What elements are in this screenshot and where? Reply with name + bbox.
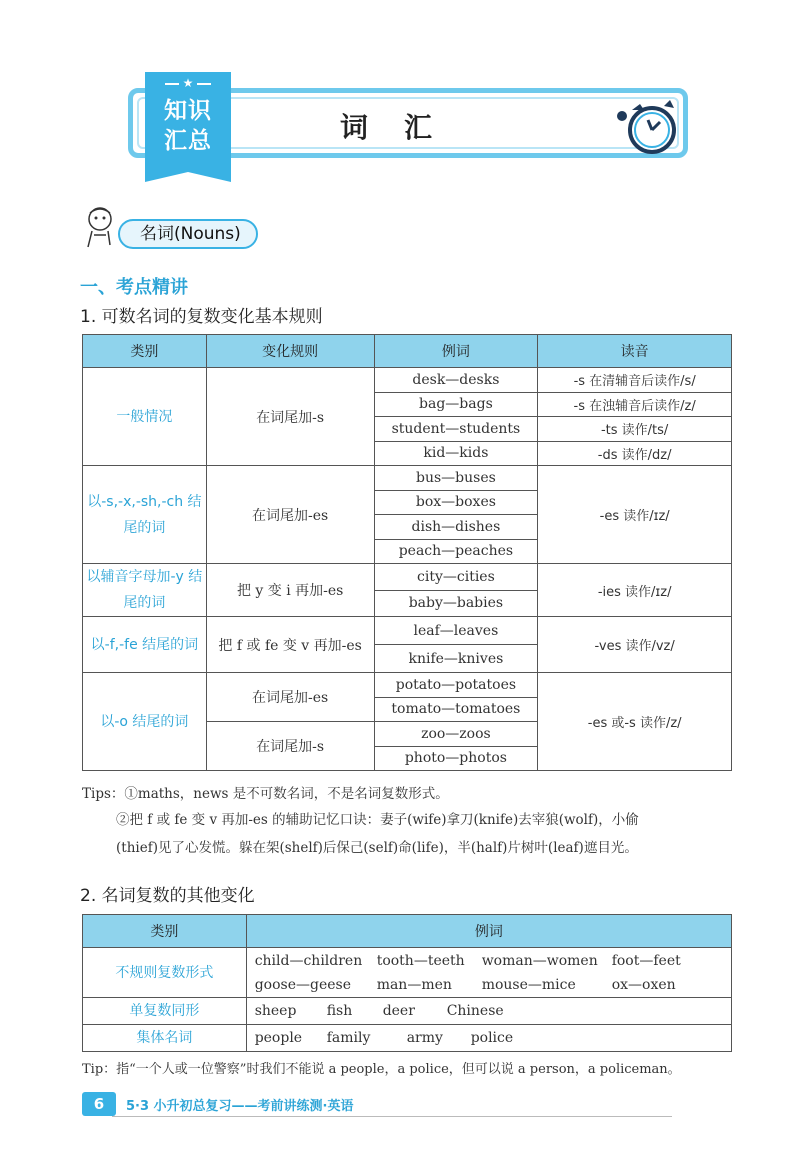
page-title: 词汇 [340,111,469,144]
tip-note: Tip：指“一个人或一位警察”时我们不能说 a people，a police，但可以说 a person，a policeman。 [82,1062,681,1077]
word: foot—feet [611,952,681,969]
sound-cell: -es 读作/ɪz/ [538,466,732,564]
category-cell: 单复数同形 [83,998,247,1025]
example-cell: tomato—tomatoes [374,697,538,722]
knowledge-badge [145,72,231,172]
word: mouse—mice [481,976,576,993]
sound-cell: -ves 读作/vz/ [538,617,732,673]
category-cell: 不规则复数形式 [83,948,247,998]
sound-cell: -es 或-s 读作/z/ [538,673,732,771]
word: man—men [376,976,452,993]
words-cell [246,948,731,998]
example-cell: student—students [374,417,538,442]
footer-title: 5·3 小升初总复习——考前讲练测·英语 [126,1099,354,1114]
sound-cell: -ies 读作/ɪz/ [538,564,732,617]
header-rule: 变化规则 [206,335,374,368]
word: people [254,1030,303,1046]
header-category: 类别 [83,335,207,368]
sound-cell: -ds 读作/dz/ [538,441,732,466]
example-cell: kid—kids [374,441,538,466]
word: Chinese [446,1003,504,1019]
word: woman—women [481,952,598,969]
example-cell: leaf—leaves [374,617,538,645]
page-number: 6 [82,1092,116,1116]
example-cell: baby—babies [374,590,538,617]
category-cell: 以-o 结尾的词 [83,673,207,771]
alarm-clock-icon [610,96,680,156]
word: army [406,1030,443,1046]
words-cell [246,998,731,1025]
header-category: 类别 [83,915,247,948]
category-cell: 以-s,-x,-sh,-ch 结尾的词 [83,466,207,564]
word: fish [326,1003,353,1019]
category-cell: 集体名词 [83,1025,247,1052]
rule-cell: 在词尾加-s [206,368,374,466]
badge-line-1: 知识 [164,98,212,124]
example-cell: peach—peaches [374,539,538,564]
badge-star-icon: ★ [145,76,231,90]
mascot-icon [80,205,120,251]
words-cell [246,1025,731,1052]
subheading-1: 1. 可数名词的复数变化基本规则 [80,307,323,327]
word: police [470,1030,514,1046]
rule-cell: 把 y 变 i 再加-es [206,564,374,617]
rule-cell: 在词尾加-es [206,466,374,564]
word: family [326,1030,371,1046]
tips-line-2: ②把 f 或 fe 变 v 再加-es 的辅助记忆口诀：妻子(wife)拿刀(knife)去宰狼(wolf)，小偷 [116,812,639,828]
subheading-2: 2. 名词复数的其他变化 [80,886,255,906]
rule-cell: 把 f 或 fe 变 v 再加-es [206,617,374,673]
category-cell: 一般情况 [83,368,207,466]
example-cell: city—cities [374,564,538,591]
word: sheep [254,1003,297,1019]
example-cell: bus—buses [374,466,538,491]
example-cell: zoo—zoos [374,722,538,747]
plural-rules-table [82,334,732,771]
example-cell: desk—desks [374,368,538,393]
category-cell: 以-f,-fe 结尾的词 [83,617,207,673]
section-pill: 名词(Nouns) [118,219,258,249]
sound-cell: -ts 读作/ts/ [538,417,732,442]
word: goose—geese [254,976,351,993]
header-pronunciation: 读音 [538,335,732,368]
rule-cell: 在词尾加-s [206,722,374,771]
example-cell: potato—potatoes [374,673,538,698]
footer-divider [112,1116,672,1117]
section-heading: 一、考点精讲 [80,277,188,298]
tips-line-3: (thief)见了心发慌。躲在架(shelf)后保己(self)命(life)，半(half)片树叶(leaf)遮目光。 [116,840,638,856]
example-cell: bag—bags [374,392,538,417]
header-example: 例词 [374,335,538,368]
word: ox—oxen [611,976,676,993]
header-example: 例词 [246,915,731,948]
example-cell: photo—photos [374,746,538,771]
sound-cell: -s 在浊辅音后读作/z/ [538,392,732,417]
example-cell: knife—knives [374,645,538,673]
word: deer [382,1003,415,1019]
rule-cell: 在词尾加-es [206,673,374,722]
category-cell: 以辅音字母加-y 结尾的词 [83,564,207,617]
example-cell: dish—dishes [374,515,538,540]
badge-line-2: 汇总 [164,128,212,154]
tips-line-1: Tips：①maths，news 是不可数名词，不是名词复数形式。 [82,786,449,802]
word: tooth—teeth [376,952,465,969]
word: child—children [254,952,363,969]
example-cell: box—boxes [374,490,538,515]
sound-cell: -s 在清辅音后读作/s/ [538,368,732,393]
other-plurals-table [82,914,732,1052]
